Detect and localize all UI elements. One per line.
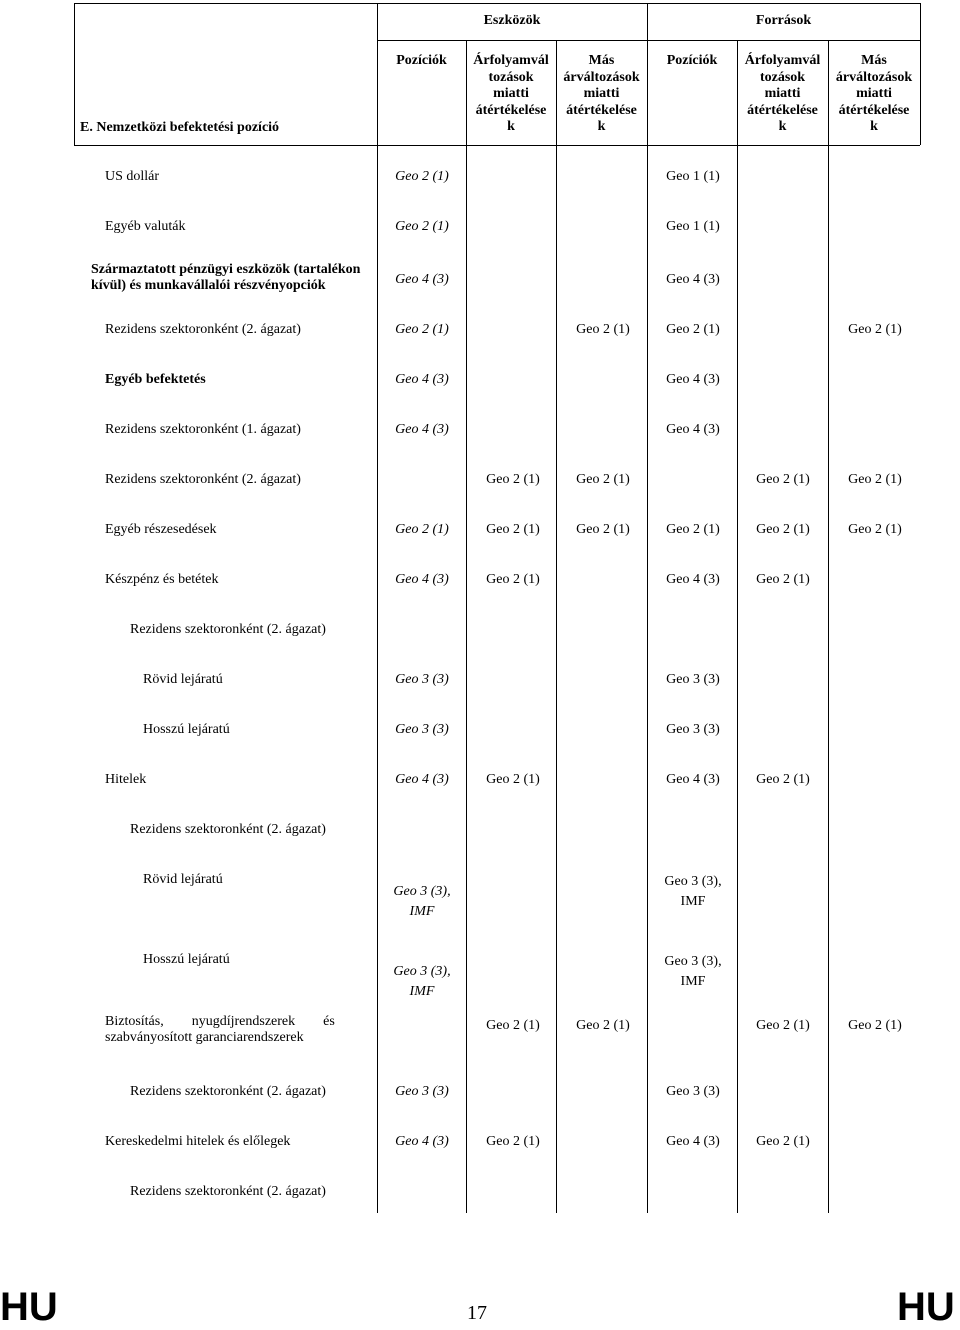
liabilities-position-value (648, 1084, 738, 1100)
liabilities-position-value (648, 372, 738, 388)
row-label-line: Származtatott pénzügyi eszközök (tartalékon (91, 262, 361, 277)
value-line: Geo 4 (3) (395, 372, 449, 387)
assets-fx-reval-value: Geo 2 (1) (486, 1134, 540, 1149)
assets-other-reval-value: Geo 2 (1) (576, 322, 630, 337)
assets-position-value (377, 272, 467, 288)
row-label (143, 722, 413, 738)
row-label-line: Hitelek (105, 772, 147, 787)
row-label-line: Rezidens szektoronként (1. ágazat) (105, 422, 301, 437)
assets-position-value (377, 322, 467, 338)
row-label-line: Rezidens szektoronként (2. ágazat) (130, 822, 326, 837)
row-label-line: Hosszú lejáratú (143, 722, 230, 737)
header-bottom-border (74, 145, 920, 146)
assets-fx-reval-value: Geo 2 (1) (486, 522, 540, 537)
liabilities-position-value (648, 772, 738, 788)
row-label-line: kívül) és munkavállalói részvényopciók (91, 278, 326, 293)
row-label (105, 322, 375, 338)
value-line: Geo 2 (1) (395, 219, 449, 234)
value-line: Geo 3 (3) (666, 672, 720, 687)
assets-position-value (377, 422, 467, 438)
table-left-border (74, 3, 75, 145)
col-divider-2 (556, 40, 557, 1213)
assets-position-value (377, 1084, 467, 1100)
row-label (105, 219, 375, 235)
value-line: Geo 1 (1) (666, 169, 720, 184)
assets-position-value (377, 219, 467, 235)
row-label-line: Kereskedelmi hitelek és előlegek (105, 1134, 291, 1149)
liabilities-fx-reval-value: Geo 2 (1) (756, 772, 810, 787)
liabilities-position-value (648, 872, 738, 912)
liabilities-position-value (648, 1134, 738, 1150)
page-number: 17 (467, 1302, 487, 1324)
assets-position-value (377, 962, 467, 1002)
col-assets-positions: Pozíciók (396, 53, 447, 68)
table-right-border (920, 3, 921, 145)
row-label-line: US dollár (105, 169, 160, 184)
value-line: Geo 4 (3) (666, 372, 720, 387)
value-line: Geo 4 (3) (666, 1134, 720, 1149)
assets-position-value (377, 169, 467, 185)
liabilities-fx-reval-value: Geo 2 (1) (756, 472, 810, 487)
assets-other-reval-value: Geo 2 (1) (576, 472, 630, 487)
assets-position-value (377, 572, 467, 588)
row-label (143, 952, 413, 968)
liabilities-fx-reval-value: Geo 2 (1) (756, 1134, 810, 1149)
value-line: Geo 2 (1) (666, 522, 720, 537)
value-line: Geo 2 (1) (666, 322, 720, 337)
liabilities-fx-reval-value: Geo 2 (1) (756, 522, 810, 537)
row-label (105, 1134, 375, 1150)
row-label-line: Rezidens szektoronként (2. ágazat) (105, 322, 301, 337)
row-label (105, 772, 375, 788)
value-line: Geo 3 (3) (666, 1084, 720, 1099)
value-line: Geo 3 (3) (395, 672, 449, 687)
assets-position-value (377, 722, 467, 738)
value-line: Geo 3 (3), (664, 874, 722, 889)
row-label (105, 372, 375, 388)
row-label-line: Hosszú lejáratú (143, 952, 230, 967)
row-label (143, 672, 413, 688)
row-label-line: Rezidens szektoronként (2. ágazat) (130, 1084, 326, 1099)
value-line: Geo 4 (3) (395, 422, 449, 437)
row-label-line: Rezidens szektoronként (2. ágazat) (130, 1184, 326, 1199)
col-divider-4 (737, 40, 738, 1213)
liabilities-fx-reval-value: Geo 2 (1) (756, 1018, 810, 1033)
row-label-line: Rezidens szektoronként (2. ágazat) (105, 472, 301, 487)
value-line: Geo 3 (3) (666, 722, 720, 737)
row-label (91, 262, 371, 294)
assets-position-value (377, 772, 467, 788)
row-label (130, 622, 400, 638)
row-label (105, 572, 375, 588)
value-line: Geo 4 (3) (666, 272, 720, 287)
row-label-line: Biztosítás, nyugdíjrendszerek és (105, 1014, 335, 1029)
table-top-border (74, 3, 920, 4)
value-line: IMF (409, 984, 435, 999)
value-line: Geo 2 (1) (395, 522, 449, 537)
value-line: Geo 4 (3) (395, 572, 449, 587)
assets-position-value (377, 522, 467, 538)
value-line: IMF (680, 974, 706, 989)
row-label-line: Egyéb valuták (105, 219, 186, 234)
assets-fx-reval-value: Geo 2 (1) (486, 572, 540, 587)
footer-right-country-code: HU (897, 1285, 955, 1329)
row-label-line: Rövid lejáratú (143, 672, 223, 687)
value-line: Geo 4 (3) (666, 572, 720, 587)
liabilities-position-value (648, 672, 738, 688)
section-title: E. Nemzetközi befektetési pozíció (80, 120, 280, 135)
liabilities-position-value (648, 219, 738, 235)
group-header-divider (377, 40, 920, 41)
value-line: Geo 1 (1) (666, 219, 720, 234)
col-liab-positions: Pozíciók (666, 53, 718, 68)
liabilities-other-reval-value: Geo 2 (1) (848, 522, 902, 537)
col-assets-other-reval: Más árváltozások miatti átértékelése k (563, 53, 640, 134)
liabilities-position-value (648, 572, 738, 588)
liabilities-position-value (648, 272, 738, 288)
value-line: Geo 4 (3) (395, 772, 449, 787)
col-liab-other-reval: Más árváltozások miatti átértékelése k (835, 53, 913, 134)
liabilities-fx-reval-value: Geo 2 (1) (756, 572, 810, 587)
assets-position-value (377, 372, 467, 388)
assets-header: Eszközök (483, 13, 541, 28)
value-line: Geo 3 (3), (393, 884, 451, 899)
value-line: Geo 3 (3), (664, 954, 722, 969)
value-line: Geo 2 (1) (395, 169, 449, 184)
col-divider-1 (466, 40, 467, 1213)
row-label (130, 1184, 400, 1200)
assets-position-value (377, 1134, 467, 1150)
liabilities-position-value (648, 322, 738, 338)
row-label-line: Egyéb részesedések (105, 522, 217, 537)
row-label (130, 822, 400, 838)
footer-left-country-code: HU (0, 1285, 58, 1329)
row-label-line: szabványosított garanciarendszerek (105, 1030, 304, 1045)
value-line: IMF (680, 894, 706, 909)
assets-fx-reval-value: Geo 2 (1) (486, 472, 540, 487)
assets-position-value (377, 672, 467, 688)
col-assets-fx-reval: Árfolyamvál tozások miatti átértékelése k (473, 53, 549, 134)
liabilities-other-reval-value: Geo 2 (1) (848, 1018, 902, 1033)
value-line: Geo 4 (3) (395, 272, 449, 287)
value-line: IMF (409, 904, 435, 919)
value-line: Geo 4 (3) (666, 772, 720, 787)
assets-fx-reval-value: Geo 2 (1) (486, 1018, 540, 1033)
row-label (130, 1084, 400, 1100)
row-label (105, 169, 375, 185)
value-line: Geo 3 (3), (393, 964, 451, 979)
value-line: Geo 2 (1) (395, 322, 449, 337)
assets-other-reval-value: Geo 2 (1) (576, 1018, 630, 1033)
liabilities-position-value (648, 422, 738, 438)
liabilities-position-value (648, 722, 738, 738)
col-divider-5 (828, 40, 829, 1213)
row-label-line: Rövid lejáratú (143, 872, 223, 887)
value-line: Geo 3 (3) (395, 722, 449, 737)
liabilities-other-reval-value: Geo 2 (1) (848, 472, 902, 487)
assets-position-value (377, 882, 467, 922)
row-label (105, 1014, 385, 1046)
liabilities-header: Források (755, 13, 812, 28)
row-label-line: Készpénz és betétek (105, 572, 219, 587)
value-line: Geo 4 (3) (395, 1134, 449, 1149)
row-label (105, 472, 375, 488)
value-line: Geo 3 (3) (395, 1084, 449, 1099)
row-label-line: Rezidens szektoronként (2. ágazat) (130, 622, 326, 637)
liabilities-position-value (648, 952, 738, 992)
liabilities-position-value (648, 169, 738, 185)
row-label (143, 872, 413, 888)
liabilities-position-value (648, 522, 738, 538)
row-label (105, 522, 375, 538)
liabilities-other-reval-value: Geo 2 (1) (848, 322, 902, 337)
col-liab-fx-reval: Árfolyamvál tozások miatti átértékelése k (744, 53, 821, 134)
value-line: Geo 4 (3) (666, 422, 720, 437)
row-label (105, 422, 375, 438)
assets-fx-reval-value: Geo 2 (1) (486, 772, 540, 787)
assets-other-reval-value: Geo 2 (1) (576, 522, 630, 537)
row-label-line: Egyéb befektetés (105, 372, 206, 387)
